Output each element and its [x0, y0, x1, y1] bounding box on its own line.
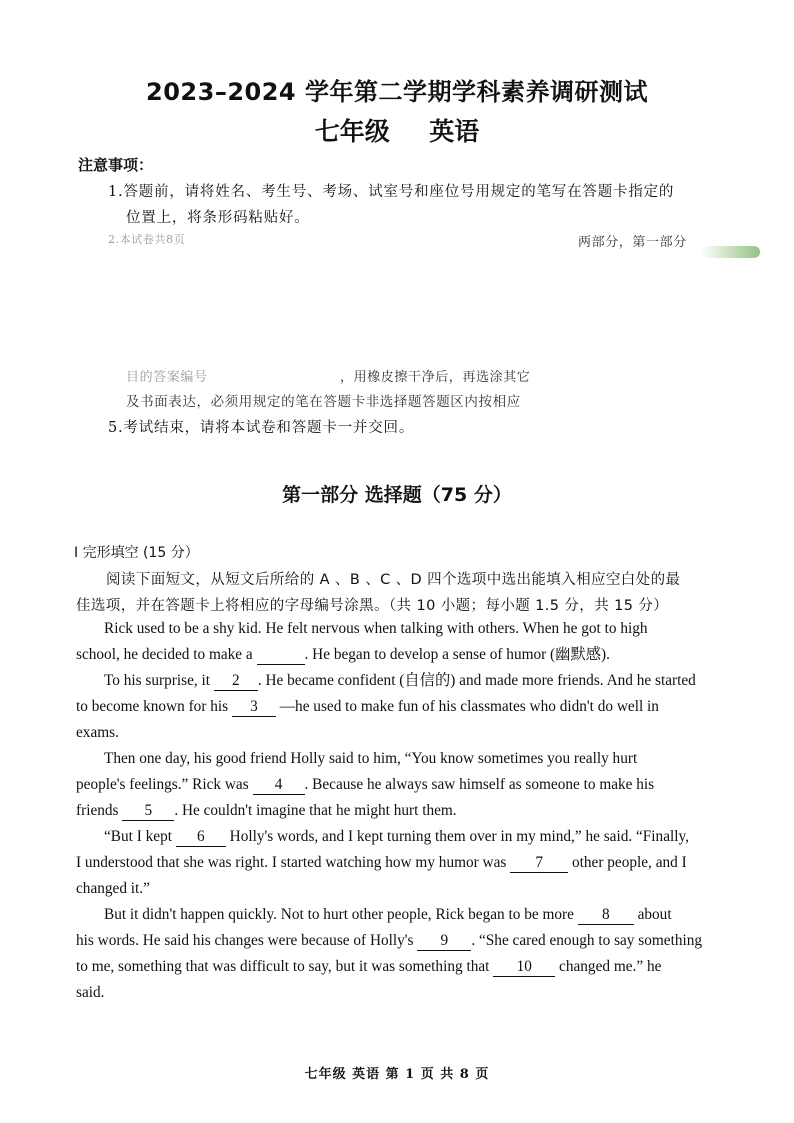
passage-text: To his surprise, it: [104, 672, 211, 689]
passage-text: to me, something that was difficult to say, but it was something that: [76, 958, 490, 975]
passage-line: [76, 694, 659, 720]
blank-2: 2: [214, 672, 258, 691]
exam-title: 2023–2024 学年第二学期学科素养调研测试: [146, 78, 648, 106]
note-item-1-line-1: 1.答题前，请将姓名、考生号、考场、试室号和座位号用规定的笔写在答题卡指定的: [108, 184, 675, 200]
note-fragment-right: 两部分，第一部分: [578, 235, 687, 250]
passage-text: Holly's words, and I kept turning them over in my mind,” he said. “Finally,: [229, 828, 689, 845]
passage-text: “But I kept: [104, 828, 172, 845]
passage-line: [104, 824, 689, 850]
blank-10: 10: [493, 958, 555, 977]
note-fragment-mid-2: ，用橡皮擦干净后，再选涂其它: [340, 370, 531, 385]
blank-9: 9: [417, 932, 471, 951]
passage-line: [104, 668, 696, 694]
passage-line: changed it.”: [76, 880, 150, 897]
passage-line: [76, 772, 654, 798]
exam-subtitle: [0, 112, 794, 148]
blank-1: [257, 646, 305, 665]
blank-3: 3: [232, 698, 276, 717]
passage-text: . He couldn't imagine that he might hurt them.: [174, 802, 457, 819]
passage-text: friends: [76, 802, 119, 819]
passage-text: changed me.” he: [559, 958, 662, 975]
passage-line: [76, 642, 610, 668]
blank-6: 6: [176, 828, 226, 847]
passage-text: about: [637, 906, 672, 923]
blank-8: 8: [578, 906, 634, 925]
cloze-instruction-line-2: 佳选项，并在答题卡上将相应的字母编号涂黑。（共 10 小题；每小题 1.5 分，共 15 分）: [76, 598, 669, 614]
note-item-5: 5.考试结束，请将本试卷和答题卡一并交回。: [108, 420, 415, 436]
passage-text: —he used to make fun of his classmates who didn't do well in: [279, 698, 659, 715]
notes-heading: 注意事项：: [78, 156, 154, 174]
passage-line: [76, 928, 702, 954]
page-footer: 七年级 英语 第 1 页 共 8 页: [304, 1067, 490, 1082]
cloze-heading: I 完形填空 (15 分）: [74, 545, 199, 561]
passage-text: . Because he always saw himself as someone to make his: [304, 776, 655, 793]
note-item-2-partial: 2.本试卷共8页: [108, 233, 186, 246]
passage-text: his words. He said his changes were because of Holly's: [76, 932, 414, 949]
passage-text: . He began to develop a sense of humor (幽默感).: [304, 646, 610, 663]
passage-text: But it didn't happen quickly. Not to hurt other people, Rick began to be more: [104, 906, 574, 923]
passage-text: people's feelings.” Rick was: [76, 776, 249, 793]
blank-4: 4: [253, 776, 305, 795]
passage-line: [104, 902, 672, 928]
passage-text: to become known for his: [76, 698, 229, 715]
passage-text: other people, and I: [572, 854, 687, 871]
passage-line: [76, 798, 457, 824]
note-item-1-line-2: 位置上，将条形码粘贴好。: [126, 210, 310, 226]
blank-7: 7: [510, 854, 568, 873]
grade-label: 七年级: [314, 117, 390, 146]
cloze-instruction-line-1: 阅读下面短文，从短文后所给的 A 、B 、C 、D 四个选项中选出能填入相应空白处的最: [106, 572, 681, 588]
subject-label: 英语: [429, 117, 480, 146]
passage-line: Then one day, his good friend Holly said to him, “You know sometimes you really hurt: [104, 750, 638, 767]
passage-text: I understood that she was right. I started watching how my humor was: [76, 854, 507, 871]
passage-line: said.: [76, 984, 105, 1001]
passage-text: . “She cared enough to say something: [471, 932, 703, 949]
note-fragment-mid-1: 目的答案编号: [126, 370, 208, 385]
passage-line: exams.: [76, 724, 119, 741]
scan-glare: [700, 246, 760, 258]
blank-5: 5: [122, 802, 174, 821]
note-item-4-partial: 及书面表达，必须用规定的笔在答题卡非选择题答题区内按相应: [126, 394, 521, 410]
passage-line: [76, 954, 661, 980]
section-title: 第一部分 选择题（75 分）: [282, 484, 512, 506]
passage-line: Rick used to be a shy kid. He felt nervous when talking with others. When he got to high: [104, 620, 648, 637]
passage-text: school, he decided to make a: [76, 646, 253, 663]
passage-text: . He became confident (自信的) and made more friends. And he started: [257, 672, 696, 689]
passage-line: [76, 850, 687, 876]
